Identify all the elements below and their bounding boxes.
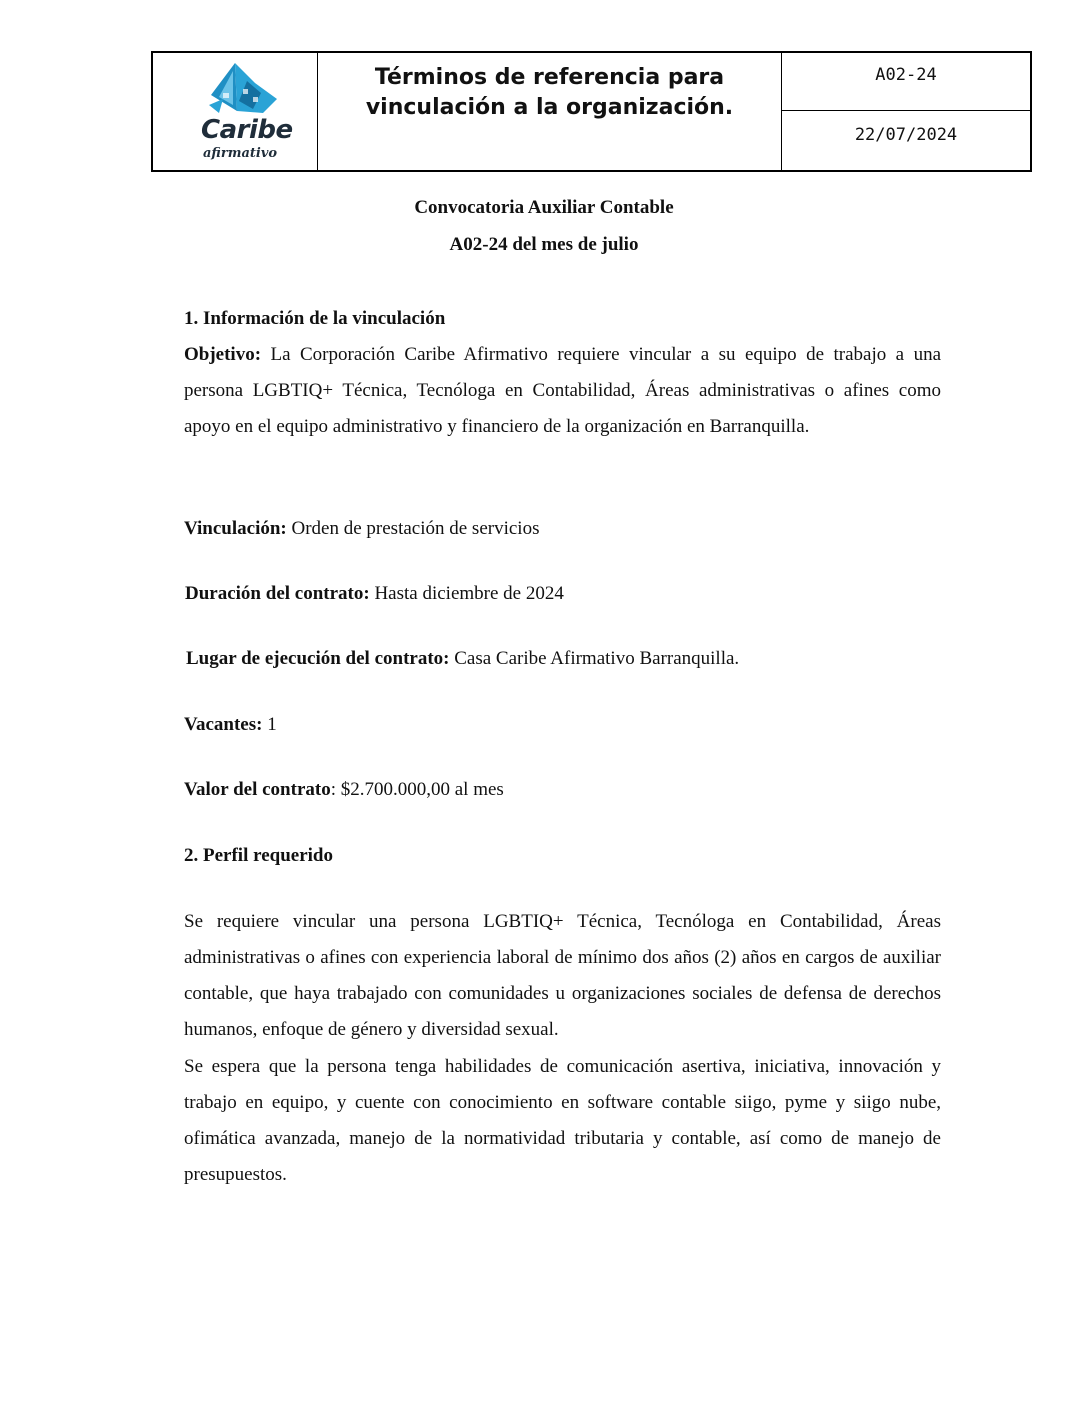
heading-line-1: Convocatoria Auxiliar Contable xyxy=(414,197,674,218)
document-header xyxy=(151,51,1032,172)
valor-text: : $2.700.000,00 al mes xyxy=(330,779,504,800)
duracion-line xyxy=(185,576,942,612)
vacantes-text: 1 xyxy=(267,714,277,735)
lugar-line xyxy=(186,641,943,677)
lugar-label: Lugar de ejecución del contrato: xyxy=(186,648,450,669)
vinculacion-label: Vinculación: xyxy=(184,518,287,539)
section-2-title: 2. Perfil requerido xyxy=(184,845,333,866)
vinculacion-line xyxy=(184,511,941,547)
objetivo-paragraph xyxy=(184,337,941,445)
perfil-paragraph-2: Se espera que la persona tenga habilidades de comunicación asertiva, iniciativa, innovación y trabajo en equipo, y cuente con conocimiento en software contable siigo, pyme y siigo nube, ofimática avanzada, manejo de la normatividad tributaria y contable, así como de manejo de presupuestos. xyxy=(184,1056,941,1185)
vacantes-label: Vacantes: xyxy=(184,714,263,735)
section-1-title: 1. Información de la vinculación xyxy=(184,308,446,329)
valor-label: Valor del contrato xyxy=(184,779,331,800)
title-line-2: vinculación a la organización. xyxy=(365,95,734,120)
code-cell xyxy=(782,53,1030,170)
vinculacion-text: Orden de prestación de servicios xyxy=(291,518,540,539)
logo-text-main: Caribe xyxy=(201,115,293,145)
duracion-text: Hasta diciembre de 2024 xyxy=(374,583,564,604)
lugar-text: Casa Caribe Afirmativo Barranquilla. xyxy=(454,648,740,669)
perfil-paragraph-1: Se requiere vincular una persona LGBTIQ+ Técnica, Tecnóloga en Contabilidad, Áreas administrativas o afines con experiencia laboral de mínimo dos años (2) años en cargos de auxiliar contable, que haya trabajado con comunidades u organizaciones sociales de defensa de derechos humanos, enfoque de género y diversidad sexual. xyxy=(184,911,941,1040)
valor-line xyxy=(184,772,941,808)
document-date: 22/07/2024 xyxy=(854,125,958,145)
document-title xyxy=(318,53,782,170)
vacantes-line xyxy=(184,707,941,743)
logo-text-sub: afirmativo xyxy=(203,146,278,161)
logo-cell xyxy=(153,53,318,170)
duracion-label: Duración del contrato: xyxy=(185,583,370,604)
document-code: A02-24 xyxy=(782,53,1030,111)
objetivo-text: La Corporación Caribe Afirmativo requiere vincular a su equipo de trabajo a una persona LGBTIQ+ Técnica, Tecnóloga en Contabilidad, Áreas administrativas o afines como apoyo en el equipo administrativo y financiero de la organización en Barranquilla. xyxy=(184,344,941,437)
heading-line-2: A02-24 del mes de julio xyxy=(449,234,639,255)
title-line-1: Términos de referencia para xyxy=(374,65,725,90)
objetivo-label: Objetivo: xyxy=(184,344,262,365)
